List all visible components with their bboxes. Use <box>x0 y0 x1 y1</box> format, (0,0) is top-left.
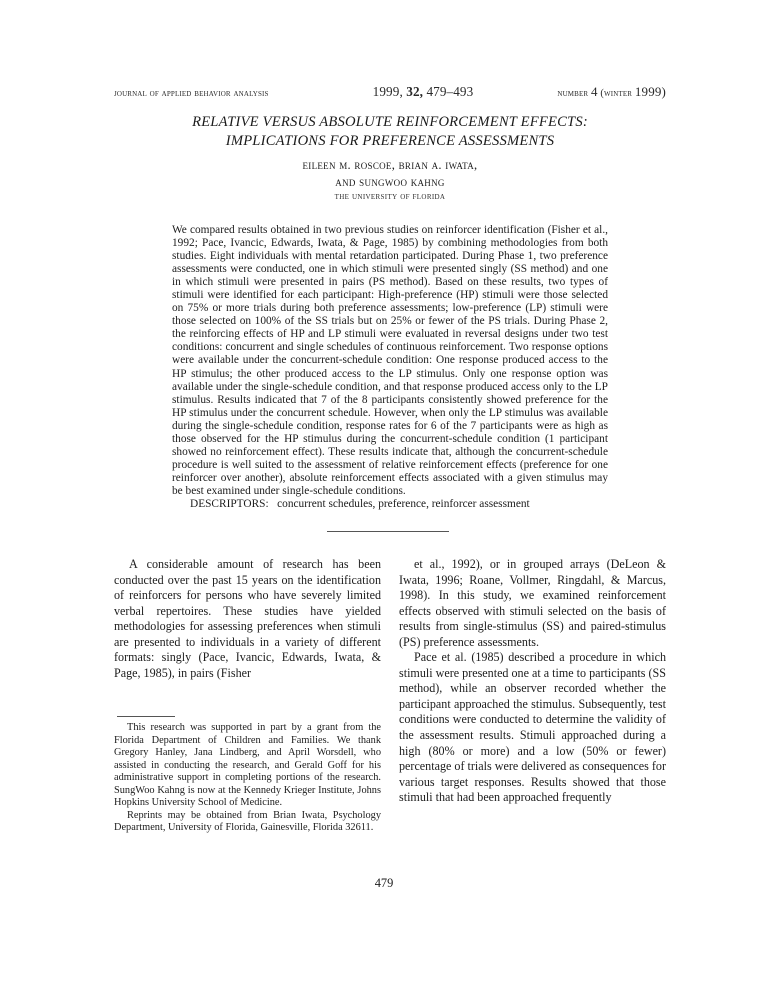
journal-name: journal of applied behavior analysis <box>114 88 269 99</box>
issue-label: number <box>557 88 589 99</box>
footnote-reprints: Reprints may be obtained from Brian Iwata, Psychology Department, University of Florida, Gainesville, Florida 32611. <box>114 809 381 833</box>
issue-number: 4 <box>591 84 598 99</box>
citation-volume: 32, <box>406 84 424 99</box>
body-column-right <box>399 557 666 806</box>
abstract-text: We compared results obtained in two previous studies on reinforcer identification (Fisher et al., 1992; Pace, Ivancic, Edwards, Iwata, & Page, 1985) by combining methodologies from both studies. Eight individuals with mental retardation participated. During Phase 1, two preference assessments were conducted, one in which stimuli were presented singly (SS method) and one in which stimuli were presented in pairs (PS method). Based on these results, two types of stimuli were identified for each participant: High-preference (HP) stimuli were those selected on 75% or more trials during both preference assessments; low-preference (LP) stimuli were those selected on 100% of the SS trials but on 25% or fewer of the PS trials. During Phase 2, the reinforcing effects of HP and LP stimuli were evaluated in reversal designs under two test conditions: concurrent and single schedules of continuous reinforcement. Two response options were available under the concurrent-schedule condition: One response produced access to the HP stimulus; the other produced access to the LP stimulus. Only one response option was available under the single-schedule condition, and that response produced access only to the LP stimulus. Results indicated that 7 of the 8 participants consistently showed preference for the HP stimulus under the concurrent schedule. However, when only the LP stimulus was available during the single-schedule condition, response rates for 6 of the 7 participants were as high as those observed for the HP stimulus during the concurrent-schedule condition (1 participant showed no reinforcement effect). These results indicate that, although the concurrent-schedule procedure is well suited to the assessment of relative reinforcement effects (preference for one reinforcer over another), absolute reinforcement effects associated with a given stimulus may be best examined under single-schedule conditions. <box>172 224 608 497</box>
issue-year: 1999) <box>634 84 666 99</box>
abstract-divider-rule <box>327 531 449 532</box>
running-head <box>114 84 666 100</box>
descriptors-values: concurrent schedules, preference, reinforcer assessment <box>277 497 530 510</box>
body-column-left <box>114 557 381 681</box>
article-title <box>114 113 666 150</box>
issue-season: (winter <box>600 88 633 99</box>
citation-year: 1999, <box>372 84 403 99</box>
descriptors-line <box>172 498 608 511</box>
article-title-line-1: RELATIVE VERSUS ABSOLUTE REINFORCEMENT EFFECTS: <box>192 114 588 130</box>
issue-info <box>557 84 666 100</box>
author-line-2: and sungwoo kahng <box>335 175 445 189</box>
volume-citation <box>373 84 474 100</box>
author-line-1: eileen m. roscoe, brian a. iwata, <box>302 158 478 172</box>
abstract-block <box>172 224 608 511</box>
page-number: 479 <box>374 876 394 890</box>
footnote-acknowledgments: This research was supported in part by a grant from the Florida Department of Children and Families. We thank Gregory Hanley, Jana Lindberg, and April Worsdell, who assisted in conducting the research, and Gerald Goff for his administrative support in completing portions of the research. SungWoo Kahng is now at the Kennedy Krieger Institute, Johns Hopkins University School of Medicine. <box>114 722 381 808</box>
descriptors-label: DESCRIPTORS: <box>190 497 269 510</box>
body-paragraph-pace: Pace et al. (1985) described a procedure in which stimuli were presented one at a time to participants (SS method), while an observer recorded whether the participant approached the stimulus. Subsequently, test conditions were conducted to determine the validity of the assessment results. Stimuli approached during a high (80% or more) and a low (50% or fewer) percentage of trials were delivered as consequences for various target responses. Results showed that those stimuli that had been approached frequently <box>399 650 667 805</box>
body-paragraph-intro: A considerable amount of research has been conducted over the past 15 years on the identification of reinforcers for persons who have severely limited verbal repertoires. These studies have yielded methodologies for assessing preferences when stimuli are presented to individuals in a variety of different formats: singly (Pace, Ivancic, Edwards, Iwata, & Page, 1985), in pairs (Fisher <box>114 557 381 680</box>
article-title-line-2: IMPLICATIONS FOR PREFERENCE ASSESSMENTS <box>225 132 555 149</box>
footnote-block <box>114 722 381 835</box>
footnote-divider-rule <box>117 716 175 717</box>
body-paragraph-intro-cont: et al., 1992), or in grouped arrays (DeLeon & Iwata, 1996; Roane, Vollmer, Ringdahl, & Marcus, 1998). In this study, we examined reinforcement effects observed with stimuli selected on the basis of results from single-stimulus (SS) and paired-stimulus (PS) preference assessments. <box>399 557 666 649</box>
citation-pages: 479–493 <box>426 84 474 99</box>
author-affiliation: the university of florida <box>334 192 446 202</box>
author-list <box>114 157 666 191</box>
